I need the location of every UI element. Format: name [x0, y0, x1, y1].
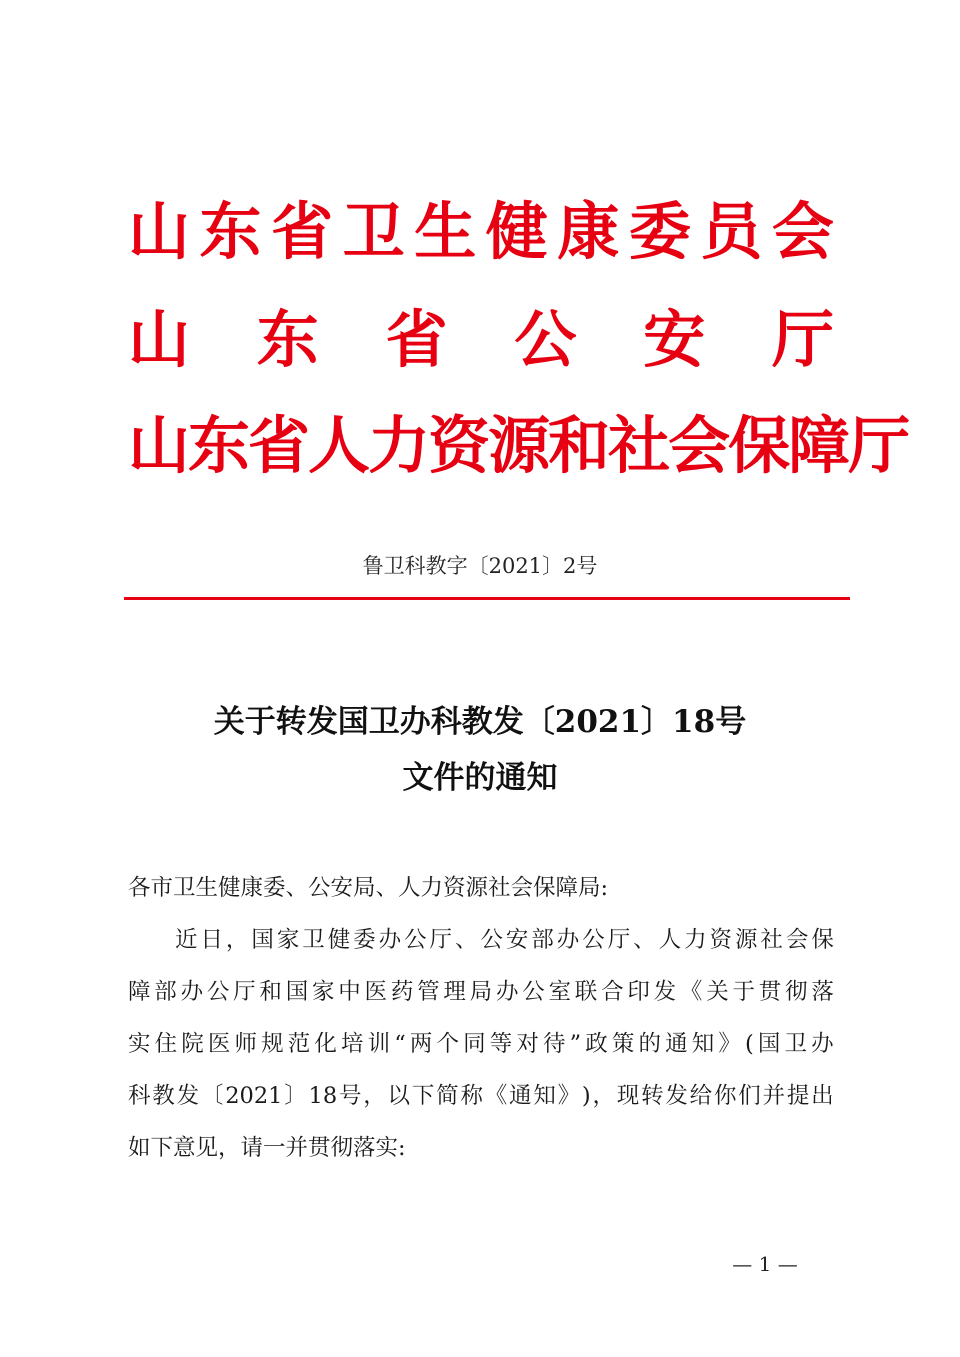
paragraph-line: 实 住 院 医 师 规 范 化 培 训 “ 两 个 同 等 对 待 ” 政 策 的 通 知 》 ( 国 卫 办	[128, 1031, 834, 1057]
page-number: — 1 —	[732, 1252, 798, 1276]
paragraph-line: 障 部 办 公 厅 和 国 家 中 医 药 管 理 局 办 公 室 联 合 印 发 《 关 于 贯 彻 落	[128, 979, 834, 1005]
salutation: 各市卫生健康委、公安局、人力资源社会保障局:	[128, 875, 609, 901]
issuer-line-human-resources: 山 东 省 人 力 资 源 和 社 会 保 障 厅	[128, 409, 909, 482]
red-divider-line	[124, 597, 850, 600]
paragraph-line: 如下意见，请一并贯彻落实:	[128, 1135, 406, 1161]
document-number: 鲁卫科教字〔2021〕2号	[362, 554, 598, 578]
paragraph-line: 近 日 ， 国 家 卫 健 委 办 公 厅 、 公 安 部 办 公 厅 、 人 力 资 源 社 会 保	[175, 927, 834, 953]
issuer-line-health-commission: 山 东 省 卫 生 健 康 委 员 会	[128, 195, 834, 268]
paragraph-line: 科 教 发 〔 2021 〕 18 号 ， 以 下 简 称 《 通 知 》 ) ， 现 转 发 给 你 们 并 提 出	[128, 1083, 834, 1109]
document-title-line-2: 文件的通知	[402, 760, 558, 796]
document-title-line-1: 关于转发国卫办科教发〔2021〕18号	[213, 704, 747, 740]
issuer-line-public-security: 山 东 省 公 安 厅	[128, 303, 834, 376]
